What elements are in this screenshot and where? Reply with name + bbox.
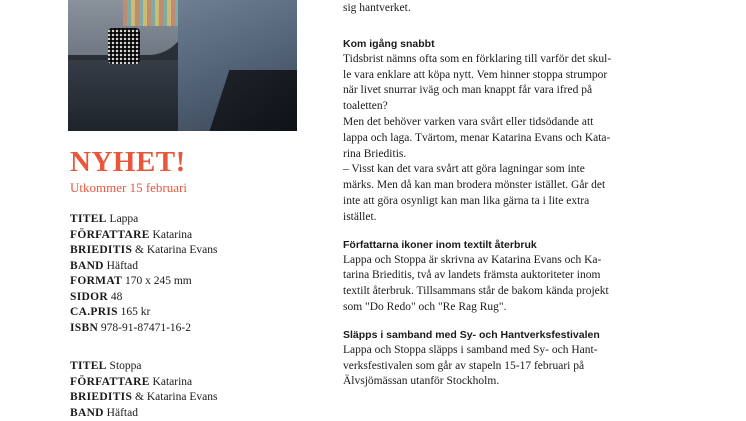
fact-row: TITEL Stoppa xyxy=(70,359,217,375)
fact-row: BAND Häftad xyxy=(70,406,217,421)
photo-checkered-patch xyxy=(108,28,140,64)
fact-row: BRIEDITIS & Katarina Evans xyxy=(70,390,217,406)
paragraph-line: le vara enklare att köpa nytt. Vem hinner stoppa strumpor xyxy=(343,68,703,84)
photo-knit-pattern xyxy=(123,0,183,26)
book-facts-stoppa xyxy=(70,359,217,421)
paragraph-line: Älvsjömässan utanför Stockholm. xyxy=(343,374,703,390)
fact-row: CA.PRIS 165 kr xyxy=(70,305,217,321)
fact-row: TITEL Lappa xyxy=(70,212,217,228)
paragraph-line: när livet snurrar iväg och man knappt får vara ifred på xyxy=(343,83,703,99)
paragraph-line: Tidsbrist nämns ofta som en förklaring till varför det skul- xyxy=(343,52,703,68)
paragraph-line: Lappa och Stoppa släpps i samband med Sy- och Hant- xyxy=(343,343,703,359)
paragraph-line: istället. xyxy=(343,210,703,226)
fact-row: FÖRFATTARE Katarina xyxy=(70,228,217,244)
paragraph-line: tarina Brieditis, två av landets främsta auktoriteter inom xyxy=(343,268,703,284)
fact-row: FÖRFATTARE Katarina xyxy=(70,375,217,391)
cover-photo xyxy=(68,0,297,131)
paragraph-line: Lappa och Stoppa är skrivna av Katarina Evans och Ka- xyxy=(343,253,703,269)
paragraph-line: som "Do Redo" och "Re Rag Rug". xyxy=(343,300,703,316)
paragraph-line: textilt återbruk. Tillsammans står de bakom kända projekt xyxy=(343,284,703,300)
paragraph-line: märks. Men då kan man brodera mönster istället. Går det xyxy=(343,178,703,194)
fact-row: ISBN 978-91-87471-16-2 xyxy=(70,321,217,337)
paragraph-line: Men det behöver varken vara svårt eller tidsödande att xyxy=(343,115,703,131)
release-date: Utkommer 15 februari xyxy=(70,180,187,196)
paragraph-line: verksfestivalen som går av stapeln 15-17 februari på xyxy=(343,359,703,375)
paragraph-line: lappa och laga. Tvärtom, menar Katarina Evans och Kata- xyxy=(343,131,703,147)
article-body xyxy=(343,0,703,390)
fact-row: SIDOR 48 xyxy=(70,290,217,306)
paragraph-line: inte att göra osynligt kan man lika gärna ta i lite extra xyxy=(343,194,703,210)
paragraph-line: – Visst kan det vara svårt att göra lagningar som inte xyxy=(343,162,703,178)
paragraph-line: toaletten? xyxy=(343,99,703,115)
fact-row: BAND Häftad xyxy=(70,259,217,275)
section-heading: Författarna ikoner inom textilt återbruk xyxy=(343,238,703,253)
intro-tail: sig hantverket. xyxy=(343,1,703,17)
section-heading: Kom igång snabbt xyxy=(343,37,703,52)
paragraph-line: rina Brieditis. xyxy=(343,147,703,163)
fact-row: BRIEDITIS & Katarina Evans xyxy=(70,243,217,259)
book-facts-lappa xyxy=(70,212,217,336)
section-heading: Släpps i samband med Sy- och Hantverksfestivalen xyxy=(343,328,703,343)
headline: NYHET! xyxy=(70,146,186,178)
fact-row: FORMAT 170 x 245 mm xyxy=(70,274,217,290)
